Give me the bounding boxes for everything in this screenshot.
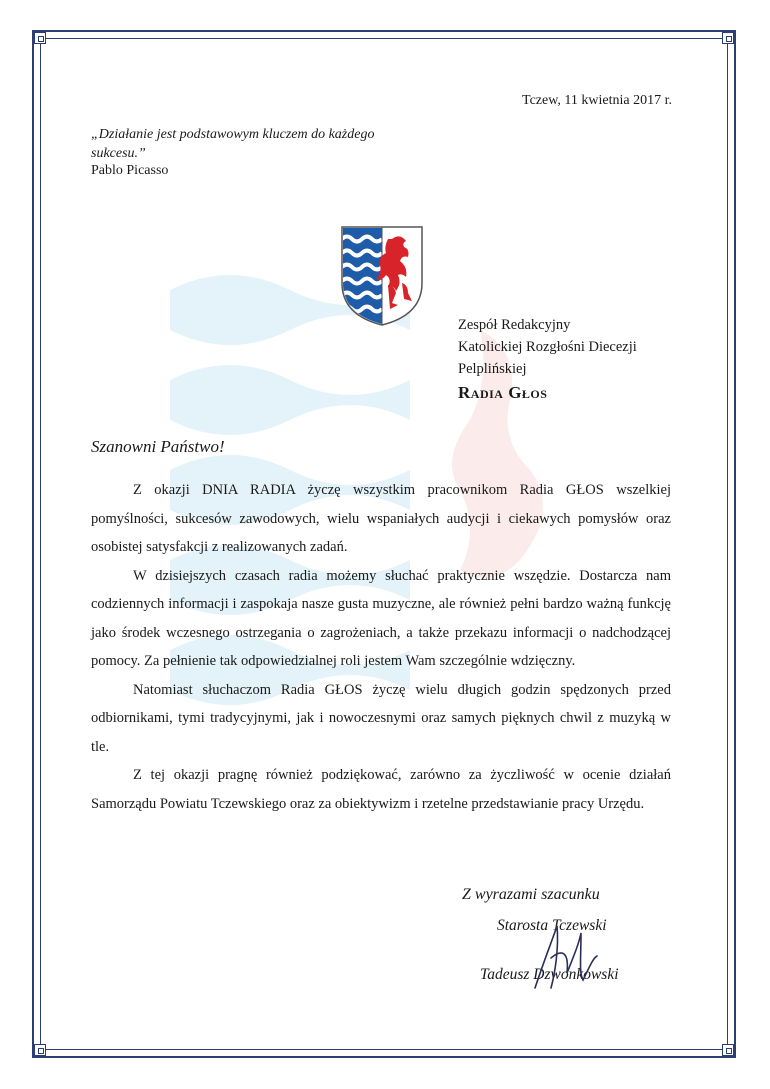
body-paragraph-4: Z tej okazji pragnę również podziękować, zarówno za życzliwość w ocenie działań Samorządu Powiatu Tczewskiego oraz za obiektywizm i rzetelne przedstawianie pracy Urzędu. (91, 767, 671, 812)
frame-corner-bottom-left (34, 1044, 46, 1056)
epigraph-quote: „Działanie jest podstawowym kluczem do każdego sukcesu.” (91, 127, 375, 161)
frame-corner-top-right (722, 32, 734, 44)
recipient-line-1: Zespół Redakcyjny (458, 317, 571, 333)
letter-date: Tczew, 11 kwietnia 2017 r. (522, 93, 672, 108)
letter-body (91, 476, 671, 818)
signatory-name: Tadeusz Dzwonkowski (480, 966, 619, 983)
handwritten-signature-icon (505, 918, 625, 998)
body-paragraph-1: Z okazji DNIA RADIA życzę wszystkim pracownikom Radia GŁOS wszelkiej pomyślności, sukcesów zawodowych, wielu wspaniałych audycji i ciekawych pomysłów oraz osobistej satysfakcji z realizowanych zadań. (91, 482, 671, 555)
recipient-line-3: Pelplińskiej (458, 361, 527, 377)
signatory-title: Starosta Tczewski (497, 917, 607, 934)
body-paragraph-3: Natomiast słuchaczom Radia GŁOS życzę wielu długich godzin spędzonych przed odbiornikami, tymi tradycyjnymi, jak i nowoczesnymi oraz samych pięknych chwil z muzyką w tle. (91, 681, 671, 755)
frame-corner-top-left (34, 32, 46, 44)
coat-of-arms-icon (340, 225, 424, 327)
body-paragraph-2: W dzisiejszych czasach radia możemy słuchać praktycznie wszędzie. Dostarcza nam codziennych informacji i zaspokaja nasze gusta muzyczne, ale również pełni bardzo ważną funkcję jako środek wczesnego ostrzegania o zagrożeniach, a także przekazu informacji o nadchodzącej pomocy. Za pełnienie tak odpowiedzialnej roli jestem Wam szczególnie wdzięczny. (91, 567, 671, 669)
salutation: Szanowni Państwo! (91, 437, 225, 456)
epigraph-author: Pablo Picasso (91, 163, 169, 178)
frame-corner-bottom-right (722, 1044, 734, 1056)
closing-regards: Z wyrazami szacunku (462, 886, 600, 903)
recipient-line-2: Katolickiej Rozgłośni Diecezji (458, 339, 637, 355)
recipient-name: Radia Głos (458, 383, 548, 402)
recipient-address (458, 314, 637, 404)
